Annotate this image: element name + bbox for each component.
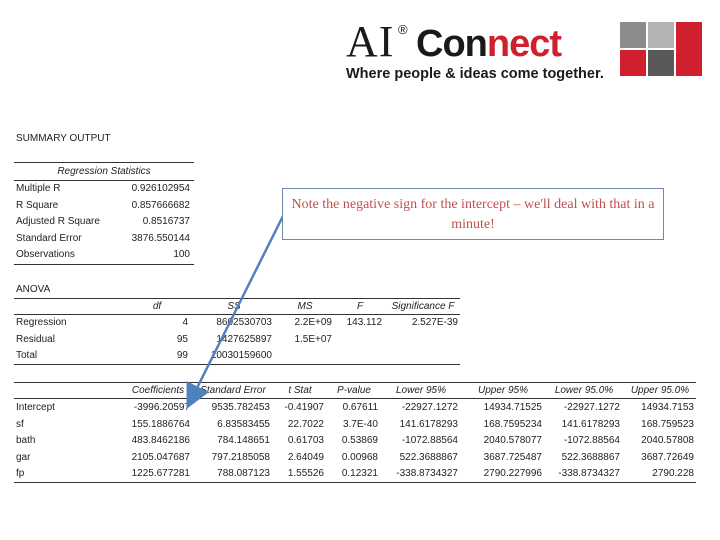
coef-cell: 784.148651: [217, 435, 270, 446]
coef-cell: 14934.71525: [483, 402, 542, 413]
anova-column-header: Significance F: [391, 301, 455, 312]
logo-connect-part-b: nect: [486, 23, 562, 65]
coef-cell: 2.64049: [287, 451, 324, 463]
anova-cell: 99: [176, 350, 188, 361]
coef-cell: 483.8462186: [131, 435, 190, 446]
coef-cell: 522.3688867: [561, 451, 620, 463]
coef-cell: 788.087123: [217, 468, 270, 479]
coef-cell: 2040.57808: [641, 435, 694, 446]
coef-cell: 22.7022: [287, 418, 324, 430]
coef-column-header: Lower 95.0%: [554, 385, 614, 396]
coef-cell: 2040.578077: [483, 435, 542, 446]
coef-row-label: fp: [16, 468, 25, 479]
coef-cell: 6.83583455: [217, 418, 270, 430]
coef-cell: 2790.227996: [483, 468, 542, 479]
coef-row-label: bath: [16, 435, 36, 446]
coef-cell: -1072.88564: [563, 435, 620, 446]
coef-cell: 9535.782453: [211, 402, 270, 413]
coef-cell: 797.2185058: [211, 451, 270, 463]
anova-row-label: Regression: [16, 317, 67, 328]
note-callout-text: Note the negative sign for the intercept – we'll deal with that in a minute!: [291, 197, 655, 232]
reg-stat-value: 100: [173, 249, 190, 260]
anova-column-header: df: [152, 301, 162, 312]
coef-cell: -1072.88564: [401, 435, 458, 446]
coef-cell: 522.3688867: [399, 451, 458, 463]
anova-title: ANOVA: [16, 284, 51, 295]
anova-column-header: MS: [297, 301, 313, 312]
coef-cell: 14934.7153: [641, 402, 694, 413]
coef-cell: -338.8734327: [558, 468, 620, 479]
reg-stat-value: 0.926102954: [131, 183, 190, 194]
coef-cell: 2790.228: [652, 468, 694, 479]
coef-cell: 3687.725487: [483, 451, 542, 463]
coef-cell: 3687.72649: [641, 451, 694, 463]
reg-stats-header: Regression Statistics: [57, 166, 151, 177]
anova-cell: 1.5E+07: [294, 333, 332, 345]
anova-cell: 2.2E+09: [294, 317, 332, 328]
logo-tagline: Where people & ideas come together.: [346, 66, 604, 82]
coef-cell: 155.1886764: [131, 418, 190, 430]
coef-column-header: Upper 95%: [477, 385, 529, 396]
coef-cell: 168.759523: [641, 418, 694, 430]
reg-stat-label: Standard Error: [16, 232, 82, 244]
coef-column-header: t Stat: [288, 385, 312, 396]
coef-cell: 0.12321: [341, 468, 378, 479]
coef-cell: 0.61703: [287, 435, 324, 446]
coef-cell: 141.6178293: [561, 418, 620, 430]
note-callout: [282, 188, 664, 240]
coef-row-label: sf: [16, 418, 24, 430]
reg-stat-label: Multiple R: [16, 183, 61, 194]
logo-registered-mark: ®: [398, 22, 408, 37]
anova-column-header: F: [356, 301, 364, 312]
coef-cell: 0.00968: [341, 451, 378, 463]
reg-stat-label: Adjusted R Square: [16, 216, 100, 227]
coef-row-label: gar: [16, 451, 31, 463]
anova-cell: 4: [182, 317, 188, 328]
coef-cell: 141.6178293: [399, 418, 458, 430]
coef-cell: 168.7595234: [483, 418, 542, 430]
anova-cell: 8602530703: [216, 317, 272, 328]
coef-cell: -338.8734327: [396, 468, 458, 479]
coef-cell: 0.53869: [341, 435, 378, 446]
coef-column-header: Lower 95%: [395, 385, 447, 396]
coef-cell: -3996.20597: [133, 402, 190, 413]
coef-cell: -22927.1272: [401, 402, 458, 413]
coef-row-label: Intercept: [16, 402, 55, 413]
coef-cell: 0.67611: [342, 402, 378, 413]
coef-column-header: Standard Error: [200, 385, 266, 396]
anova-column-header: SS: [227, 301, 241, 312]
anova-cell: 95: [176, 333, 188, 345]
logo-connect-part-a: Con: [416, 23, 487, 65]
coef-column-header: Upper 95.0%: [630, 385, 690, 396]
reg-stat-value: 0.8516737: [142, 216, 190, 227]
coef-cell: 3.7E-40: [342, 418, 378, 430]
anova-cell: 2.527E-39: [411, 317, 458, 328]
coef-cell: 1225.677281: [131, 468, 190, 479]
coef-cell: 2105.047687: [131, 451, 190, 463]
anova-row-label: Total: [16, 350, 38, 361]
reg-stat-value: 0.857666682: [131, 199, 190, 211]
coef-cell: -0.41907: [284, 402, 324, 413]
coef-column-header: P-value: [337, 385, 371, 396]
logo-ai-text: AI: [346, 17, 395, 66]
reg-stat-value: 3876.550144: [131, 232, 190, 244]
reg-stat-label: R Square: [16, 199, 59, 211]
reg-stat-label: Observations: [16, 249, 75, 260]
anova-row-label: Residual: [16, 333, 55, 345]
coef-cell: 1.55526: [287, 468, 324, 479]
coef-column-header: Coefficients: [131, 385, 185, 396]
anova-cell: 143.112: [346, 317, 382, 328]
summary-title: SUMMARY OUTPUT: [16, 133, 111, 144]
anova-cell: 1427625897: [216, 333, 272, 345]
coef-cell: -22927.1272: [563, 402, 620, 413]
anova-cell: 10030159600: [210, 350, 272, 361]
